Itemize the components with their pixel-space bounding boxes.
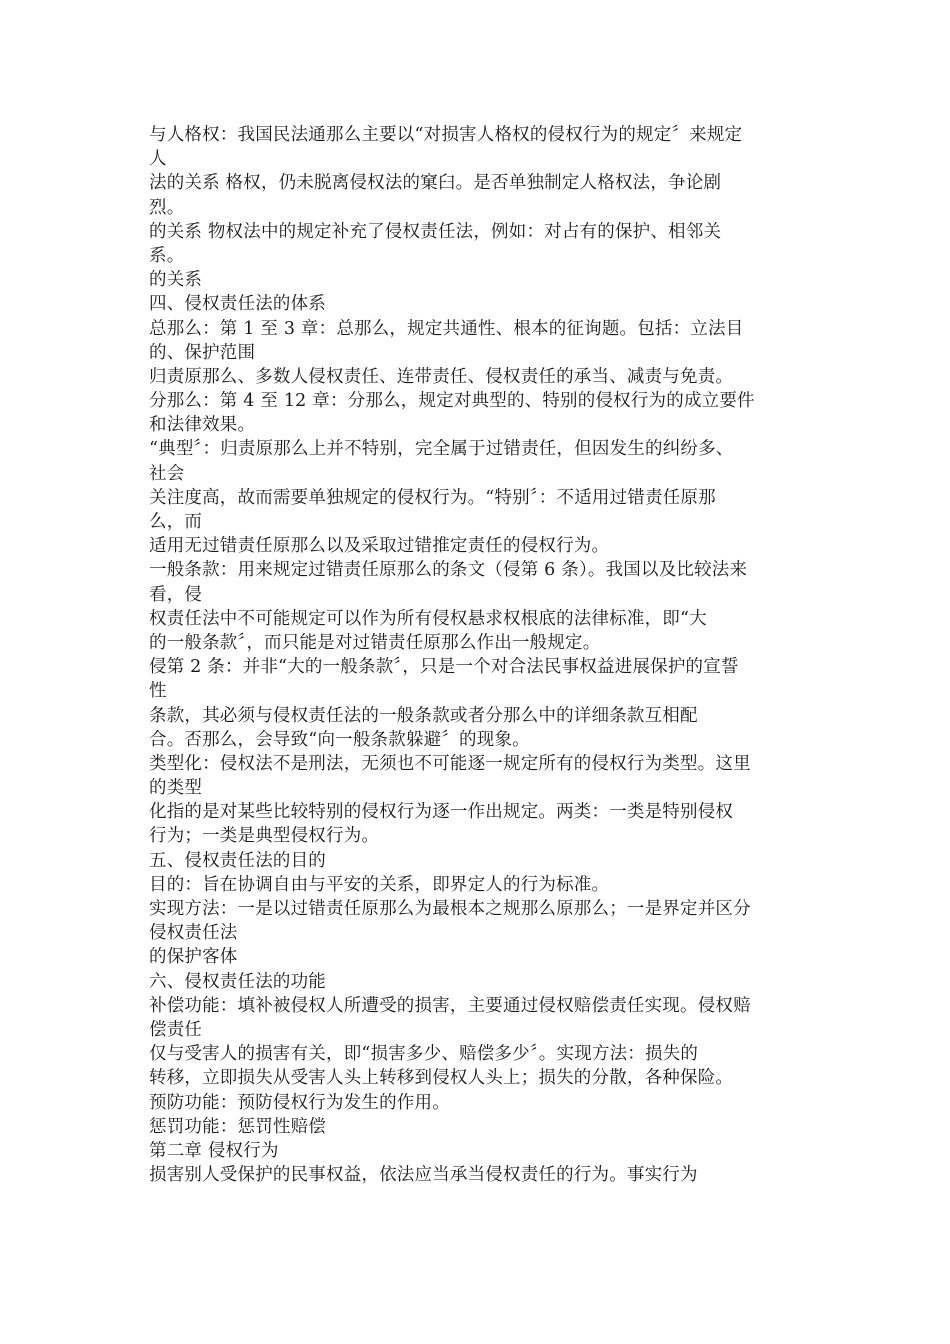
text-line: 烈。 [149, 197, 185, 218]
text-line: 的保护客体 [149, 947, 238, 968]
text-line: 适用无过错责任原那么以及采取过错推定责任的侵权行为。 [149, 536, 610, 557]
text-line: 侵权责任法 [149, 923, 238, 944]
text-line: 关注度高，故而需要单独规定的侵权行为。“特别〞：不适用过错责任原那 [149, 487, 716, 508]
text-line: 目的：旨在协调自由与平安的关系，即界定人的行为标准。 [149, 874, 610, 895]
text-line: “典型〞：归责原那么上并不特别，完全属于过错责任，但因发生的纠纷多、 [149, 439, 734, 460]
text-line: 社会 [149, 463, 185, 484]
text-line: 合。否那么，会导致“向一般条款躲避〞的现象。 [149, 729, 530, 750]
text-line: 转移，立即损失从受害人头上转移到侵权人头上；损失的分散，各种保险。 [149, 1068, 734, 1089]
text-line: 么，而 [149, 512, 203, 532]
text-line: 法的关系 格权，仍未脱离侵权法的窠臼。是否单独制定人格权法，争论剧 [149, 173, 722, 194]
text-line: 条款，其必须与侵权责任法的一般条款或者分那么中的详细条款互相配 [149, 705, 698, 726]
text-line: 一般条款：用来规定过错责任原那么的条文（侵第 6 条）。我国以及比较法来 [149, 560, 748, 581]
text-line: 的类型 [149, 778, 203, 799]
text-line: 补偿功能：填补被侵权人所遭受的损害，主要通过侵权赔偿责任实现。侵权赔 [149, 995, 751, 1016]
text-line: 与人格权：我国民法通那么主要以“对损害人格权的侵权行为的规定〞来规定 [149, 125, 743, 145]
chapter-heading: 第二章 侵权行为 [149, 1140, 279, 1161]
text-line: 和法律效果。 [149, 415, 256, 436]
section-heading: 五、侵权责任法的目的 [149, 850, 326, 871]
text-line: 的关系 物权法中的规定补充了侵权责任法，例如：对占有的保护、相邻关 [149, 221, 722, 242]
text-line: 分那么：第 4 至 12 章：分那么，规定对典型的、特别的侵权行为的成立要件 [149, 391, 755, 412]
text-line: 实现方法：一是以过错责任原那么为最根本之规那么原那么；一是界定并区分 [149, 899, 751, 919]
text-line: 的、保护范围 [149, 342, 256, 363]
section-heading: 四、侵权责任法的体系 [149, 294, 326, 315]
text-line: 惩罚功能：惩罚性赔偿 [149, 1116, 326, 1137]
text-line: 行为；一类是典型侵权行为。 [149, 826, 380, 847]
text-line: 归责原那么、多数人侵权责任、连带责任、侵权责任的承当、减责与免责。 [149, 366, 734, 387]
text-line: 侵第 2 条：并非“大的一般条款〞，只是一个对合法民事权益进展保护的宣誓 [149, 657, 739, 678]
text-line: 类型化：侵权法不是刑法，无须也不可能逐一规定所有的侵权行为类型。这里 [149, 753, 751, 774]
section-heading: 六、侵权责任法的功能 [149, 971, 326, 992]
text-line: 的关系 [149, 270, 203, 291]
text-line: 权责任法中不可能规定可以作为所有侵权悬求权根底的法律标准，即“大 [149, 608, 707, 629]
text-line: 的一般条款〞，而只能是对过错责任原那么作出一般规定。 [149, 632, 601, 653]
text-line: 预防功能：预防侵权行为发生的作用。 [149, 1092, 450, 1113]
document-body [149, 123, 809, 1187]
text-line: 损害别人受保护的民事权益，依法应当承当侵权责任的行为。事实行为 [149, 1165, 698, 1186]
text-line: 化指的是对某些比较特别的侵权行为逐一作出规定。两类：一类是特别侵权 [149, 802, 734, 823]
text-line: 性 [149, 681, 167, 702]
text-line: 偿责任 [149, 1019, 203, 1040]
text-line: 看，侵 [149, 584, 203, 605]
text-line: 系。 [149, 245, 185, 266]
text-line: 人 [149, 149, 167, 170]
text-line: 仅与受害人的损害有关，即“损害多少、赔偿多少〞。实现方法：损失的 [149, 1044, 699, 1065]
text-line: 总那么：第 1 至 3 章：总那么，规定共通性、根本的征询题。包括：立法目 [149, 318, 744, 339]
